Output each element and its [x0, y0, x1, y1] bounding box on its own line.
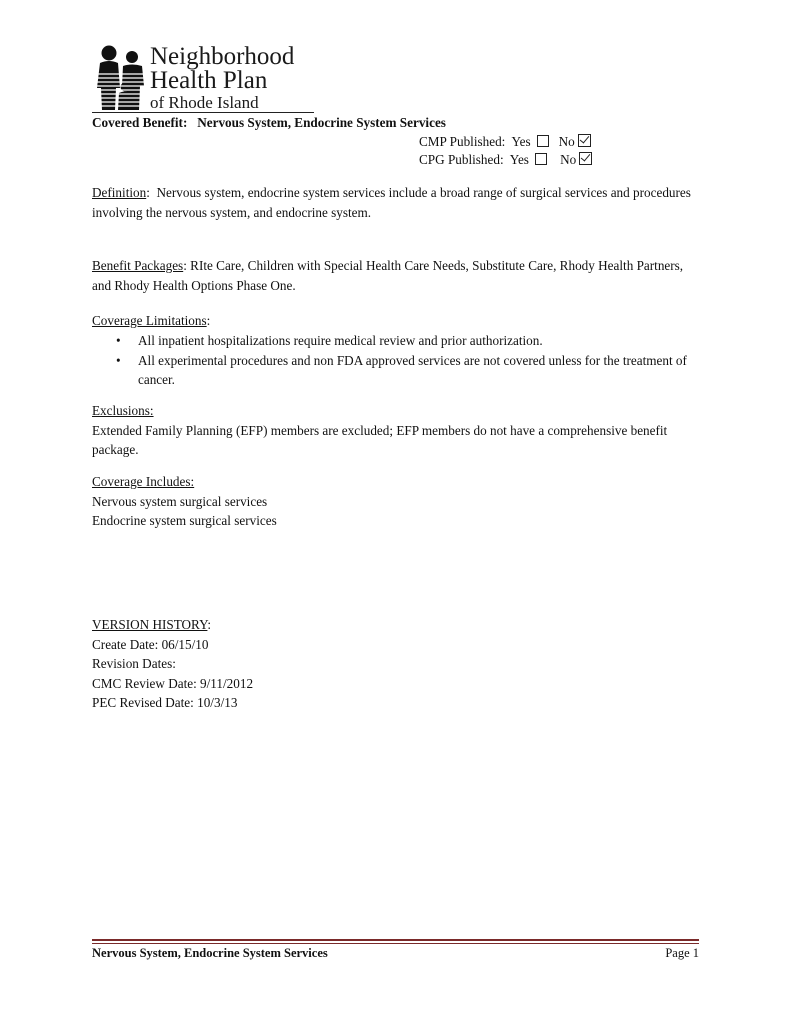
footer-title: Nervous System, Endocrine System Services — [92, 946, 328, 960]
coverage-limitations-label: Coverage Limitations — [92, 313, 207, 328]
logo-line-2: Health Plan — [150, 67, 268, 94]
benefit-packages-text: RIte Care, Children with Special Health Care Needs, Substitute Care, Rhody Health Partners, and Rhody Health Options Phase One. — [92, 258, 684, 293]
family-figure-icon — [92, 44, 154, 110]
revision-dates: Revision Dates: — [92, 656, 176, 671]
exclusions-section — [92, 401, 702, 460]
list-item: Endocrine system surgical services — [92, 513, 277, 528]
covered-benefit — [92, 115, 446, 131]
cmp-published-row — [419, 134, 591, 150]
exclusions-label: Exclusions: — [92, 403, 154, 418]
benefit-packages-section: Benefit Packages: RIte Care, Children with Special Health Care Needs, Substitute Care, Rhody Health Partners, and Rhody Health Options Phase One. — [92, 258, 684, 293]
cpg-yes-checkbox-icon — [535, 153, 547, 165]
cpg-no-label: No — [560, 152, 577, 167]
definition-label: Definition — [92, 185, 147, 200]
covered-benefit-value: Nervous System, Endocrine System Services — [197, 115, 446, 130]
create-date: Create Date: 06/15/10 — [92, 636, 209, 652]
logo-underline — [92, 112, 314, 113]
logo-line-1: Neighborhood — [150, 43, 295, 70]
exclusions-text: Extended Family Planning (EFP) members are excluded; EFP members do not have a comprehensive benefit package. — [92, 422, 668, 457]
version-history-section: VERSION HISTORY: Create Date: 06/15/10 Revision Dates: CMC Review Date: 9/11/2012 PEC Revised Date: 10/3/13 — [92, 615, 253, 713]
list-item: • All inpatient hospitalizations require medical review and prior authorization. — [92, 331, 702, 351]
page-number: Page 1 — [665, 946, 699, 960]
cpg-published-label: CPG Published: — [419, 152, 504, 167]
logo — [92, 42, 314, 114]
coverage-limitations-list — [92, 331, 702, 390]
footer-rule-thin — [92, 943, 699, 944]
coverage-includes-label: Coverage Includes: — [92, 474, 195, 489]
version-history-label: VERSION HISTORY — [92, 617, 208, 632]
covered-benefit-label: Covered Benefit: — [92, 115, 188, 130]
cpg-published-row — [419, 152, 592, 168]
cmp-no-label: No — [558, 134, 575, 149]
footer-rule-thick — [92, 939, 699, 941]
cmp-yes-checkbox-icon — [537, 135, 549, 147]
cmp-published-label: CMP Published: — [419, 134, 506, 149]
definition-text: Nervous system, endocrine system services include a broad range of surgical services and procedures involving the nervous system, and endocrine system. — [92, 185, 691, 220]
cmp-yes-label: Yes — [511, 134, 531, 149]
coverage-includes-section — [92, 472, 702, 531]
cmp-no-checked-icon — [578, 134, 591, 147]
coverage-limitations-heading: Coverage Limitations: — [92, 313, 211, 328]
cpg-yes-label: Yes — [509, 152, 529, 167]
benefit-packages-label: Benefit Packages — [92, 258, 184, 273]
list-item: Nervous system surgical services — [92, 493, 268, 509]
logo-line-3: of Rhode Island — [150, 93, 259, 112]
cmc-review-date: CMC Review Date: 9/11/2012 — [92, 675, 254, 691]
cpg-no-checked-icon — [579, 152, 592, 165]
pec-revised-date: PEC Revised Date: 10/3/13 — [92, 695, 238, 710]
list-item: • All experimental procedures and non FDA approved services are not covered unless for the treatment of cancer. — [92, 351, 702, 390]
definition-section: Definition: Nervous system, endocrine system services include a broad range of surgical services and procedures involving the nervous system, and endocrine system. — [92, 185, 691, 220]
